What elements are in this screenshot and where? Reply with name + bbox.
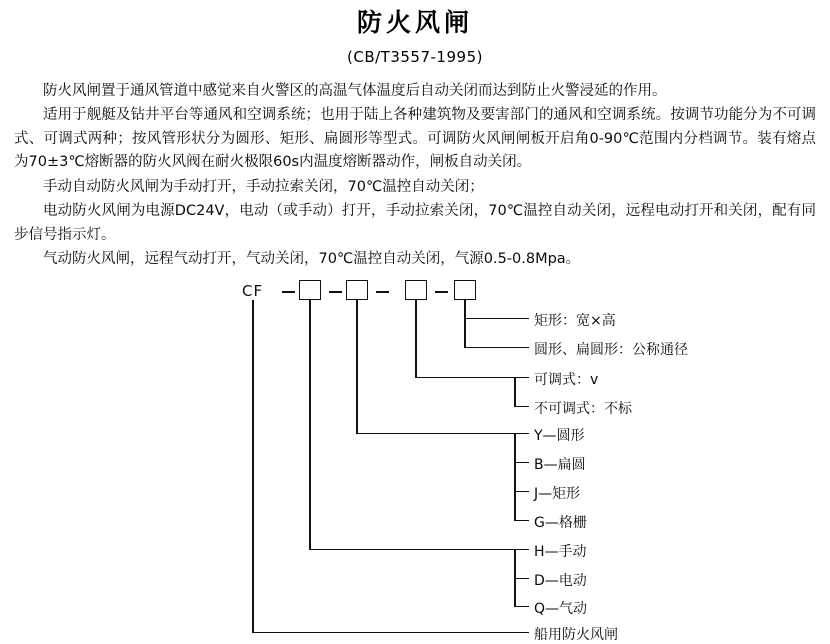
paragraph-1: 防火风闸置于通风管道中感觉来自火警区的高温气体温度后自动关闭而达到防止火警浸延的作用。	[43, 83, 667, 99]
code-box-2	[346, 280, 368, 300]
paragraph-3: 手动自动防火风闸为手动打开，手动拉索关闭，70℃温控自动关闭；	[43, 178, 484, 195]
leader-line-box3-drop	[514, 377, 516, 407]
code-box-3	[405, 280, 427, 300]
legend-label-8: G—格栅	[534, 514, 587, 531]
code-dash-1	[282, 291, 295, 293]
leader-line-box2-bracket	[514, 433, 516, 521]
legend-label-1: 矩形：宽×高	[534, 312, 616, 329]
code-prefix-cf: CF	[242, 281, 264, 300]
legend-label-5: Y—圆形	[534, 427, 585, 444]
standard-number: (CB/T3557-1995)	[347, 48, 483, 66]
code-dash-3	[376, 291, 389, 293]
leader-line-box4-top	[464, 318, 529, 320]
leader-line-prefix	[252, 300, 254, 633]
designation-code-diagram	[14, 280, 816, 643]
leader-line-box2-h2	[514, 462, 529, 464]
leader-line-box1	[309, 300, 311, 550]
leader-line-box3-bottom	[514, 406, 529, 408]
leader-line-box1-h1	[309, 549, 529, 551]
legend-label-4: 不可调式：不标	[534, 400, 632, 417]
paragraph-2: 适用于舰艇及钻井平台等通风和空调系统；也用于陆上各种建筑物及要害部门的通风和空调系统。按调节功能分为不可调式、可调式两种；按风管形状分为圆形、矩形、扁圆形等型式。可调防火风闸闸板开启角0-90℃范围内分档调节。装有熔点为70±3℃熔断器的防火风阀在耐火极限60s内温度熔断器动作，闸板自动关闭。	[14, 107, 816, 171]
document-page	[0, 8, 830, 643]
leader-line-box1-h3	[514, 606, 529, 608]
paragraph-4: 电动防火风闸为电源DC24V，电动（或手动）打开，手动拉索关闭，70℃温控自动关闭，远程电动打开和关闭，配有同步信号指示灯。	[14, 203, 816, 243]
legend-label-7: J—矩形	[534, 485, 581, 502]
leader-line-box2-h3	[514, 491, 529, 493]
legend-label-2: 圆形、扁圆形：公称通径	[534, 341, 688, 358]
leader-line-box4-bottom	[464, 347, 529, 349]
legend-label-6: B—扁圆	[534, 456, 586, 473]
body-text	[14, 80, 816, 272]
page-title: 防火风闸	[356, 8, 473, 37]
paragraph-5: 气动防火风闸，远程气动打开，气动关闭，70℃温控自动关闭，气源0.5-0.8Mpa。	[43, 251, 581, 268]
leader-line-box1-h2	[514, 578, 529, 580]
leader-line-box3	[415, 300, 417, 378]
legend-label-11: Q—气动	[534, 600, 588, 617]
leader-line-box2-h4	[514, 520, 529, 522]
leader-line-box2-h1	[356, 433, 529, 435]
legend-label-10: D—电动	[534, 572, 587, 589]
code-box-4	[454, 280, 476, 300]
leader-line-box3-top	[415, 377, 529, 379]
legend-label-12: 船用防火风闸	[534, 626, 618, 643]
legend-label-9: H—手动	[534, 543, 587, 560]
leader-line-box2	[356, 300, 358, 434]
leader-line-box4	[464, 300, 466, 348]
legend-label-3: 可调式：v	[534, 371, 599, 388]
code-dash-2	[329, 291, 342, 293]
code-dash-4	[435, 291, 448, 293]
code-box-1	[299, 280, 321, 300]
leader-line-prefix-h	[252, 632, 529, 634]
